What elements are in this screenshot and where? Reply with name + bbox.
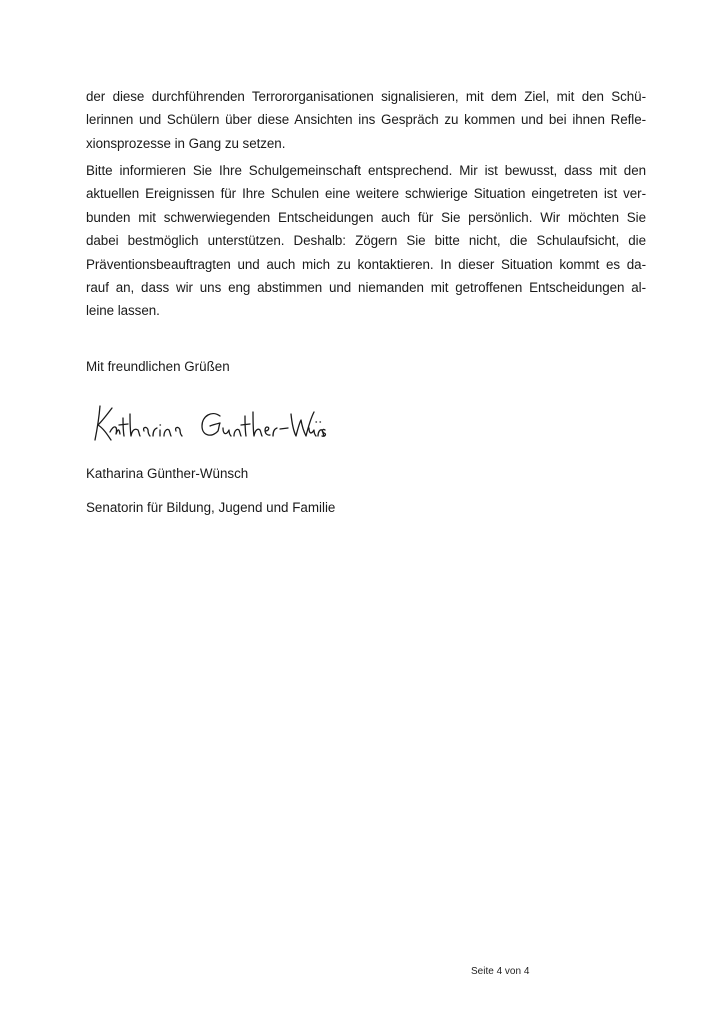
paragraph-line: rauf an, dass wir uns eng abstimmen und niemanden mit getroffenen Entscheidungen al- bbox=[86, 279, 646, 295]
paragraph-line: leine lassen. bbox=[86, 303, 160, 319]
paragraph-line: lerinnen und Schülern über diese Ansichten ins Gespräch zu kommen und bei ihnen Refle- bbox=[86, 112, 646, 128]
closing-salutation: Mit freundlichen Grüßen bbox=[86, 359, 230, 374]
signer-title: Senatorin für Bildung, Jugend und Familie bbox=[86, 500, 336, 515]
body-paragraph-continued bbox=[86, 85, 646, 155]
paragraph-line: der diese durchführenden Terrororganisationen signalisieren, mit dem Ziel, mit den Schü- bbox=[86, 89, 646, 104]
page-number: Seite 4 von 4 bbox=[471, 966, 530, 977]
paragraph-line: Präventionsbeauftragten und auch mich zu kontaktieren. In dieser Situation kommt es da- bbox=[86, 256, 646, 272]
paragraph-line: aktuellen Ereignissen für Ihre Schulen eine weitere schwierige Situation eingetreten ist ver- bbox=[86, 186, 646, 202]
paragraph-line: Bitte informieren Sie Ihre Schulgemeinschaft entsprechend. Mir ist bewusst, dass mit den bbox=[86, 163, 646, 178]
body-paragraph-inform bbox=[86, 159, 646, 323]
paragraph-line: dabei bestmöglich unterstützen. Deshalb: Zögern Sie bitte nicht, die Schulaufsicht, die bbox=[86, 233, 646, 249]
paragraph-line: xionsprozesse in Gang zu setzen. bbox=[86, 135, 286, 151]
handwritten-signature bbox=[92, 398, 328, 446]
paragraph-line: bunden mit schwerwiegenden Entscheidungen auch für Sie persönlich. Wir möchten Sie bbox=[86, 209, 646, 225]
signer-name: Katharina Günther-Wünsch bbox=[86, 466, 249, 481]
